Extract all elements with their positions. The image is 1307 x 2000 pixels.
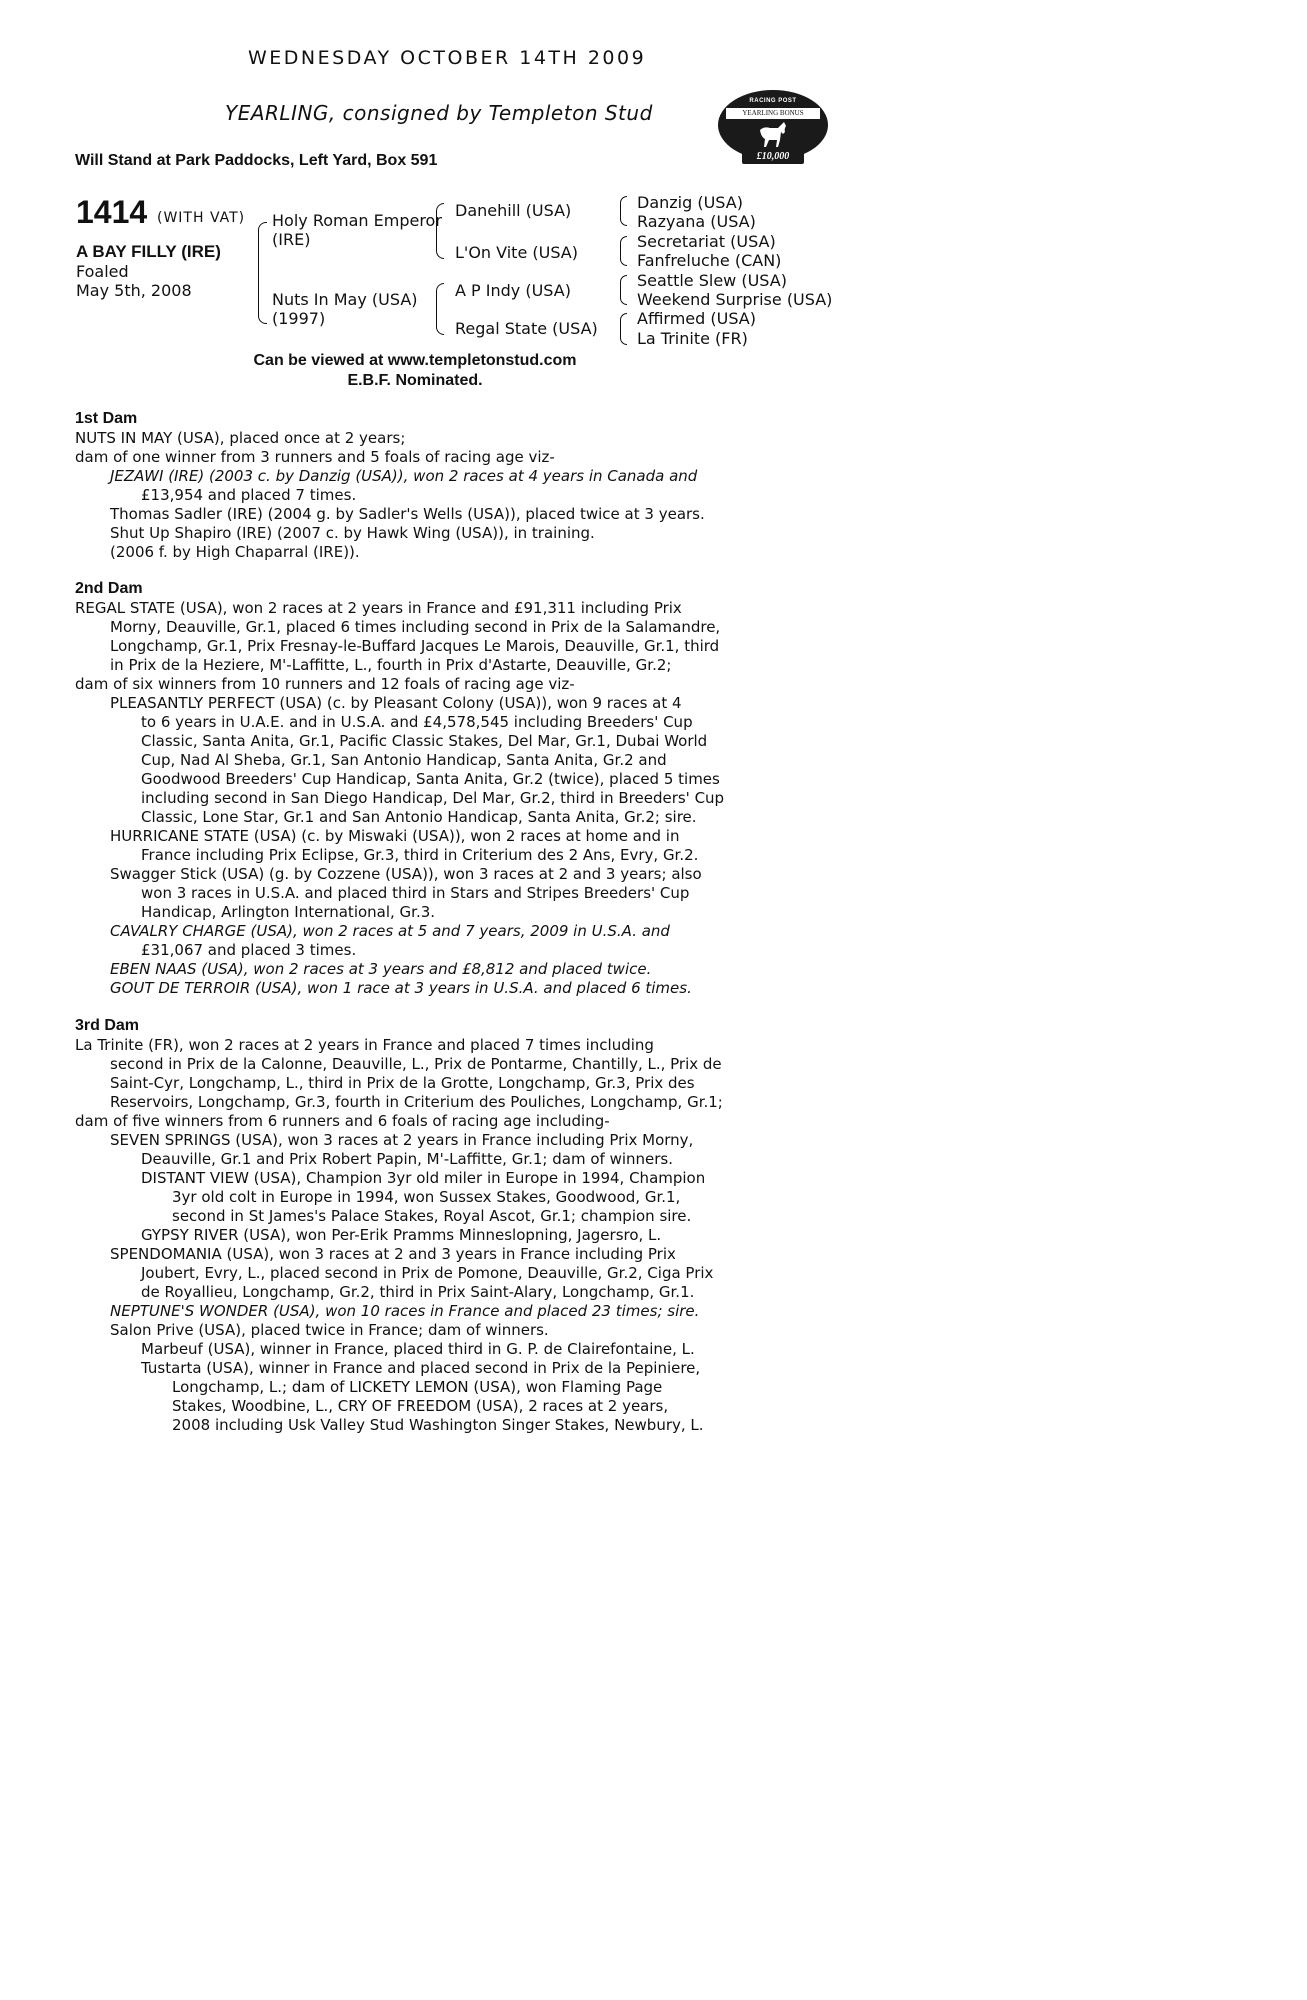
second-dam-line: GOUT DE TERROIR (USA), won 1 race at 3 years in U.S.A. and placed 6 times. bbox=[110, 979, 692, 997]
second-dam-line: including second in San Diego Handicap, Del Mar, Gr.2, third in Breeders' Cup bbox=[141, 789, 725, 807]
third-dam-line: SEVEN SPRINGS (USA), won 3 races at 2 years in France including Prix Morny, bbox=[110, 1131, 694, 1149]
second-dam-line: Morny, Deauville, Gr.1, placed 6 times including second in Prix de la Salamandre, bbox=[110, 618, 721, 636]
third-dam-line: Marbeuf (USA), winner in France, placed third in G. P. de Clairefontaine, L. bbox=[141, 1340, 695, 1358]
third-dam-line: Reservoirs, Longchamp, Gr.3, fourth in Criterium des Pouliches, Longchamp, Gr.1; bbox=[110, 1093, 723, 1111]
third-dam-line: Salon Prive (USA), placed twice in France; dam of winners. bbox=[110, 1321, 549, 1339]
third-dam-heading: 3rd Dam bbox=[75, 1017, 140, 1034]
third-dam-line: Tustarta (USA), winner in France and placed second in Prix de la Pepiniere, bbox=[141, 1359, 701, 1377]
second-dam-line: Swagger Stick (USA) (g. by Cozzene (USA)), won 3 races at 2 and 3 years; also bbox=[110, 865, 702, 883]
lot-number: 1414 bbox=[76, 194, 148, 230]
ped-dss: Seattle Slew (USA) bbox=[637, 271, 787, 290]
stand-location: Will Stand at Park Paddocks, Left Yard, Box 591 bbox=[75, 152, 438, 169]
second-dam-line: PLEASANTLY PERFECT (USA) (c. by Pleasant Colony (USA)), won 9 races at 4 bbox=[110, 694, 682, 712]
second-dam-line: France including Prix Eclipse, Gr.3, third in Criterium des 2 Ans, Evry, Gr.2. bbox=[141, 846, 699, 864]
badge-amount: £10,000 bbox=[742, 150, 804, 164]
badge-middle-text: YEARLING BONUS bbox=[726, 108, 820, 119]
vat-note: (WITH VAT) bbox=[157, 210, 246, 226]
third-dam-line: DISTANT VIEW (USA), Champion 3yr old miler in Europe in 1994, Champion bbox=[141, 1169, 706, 1187]
second-dam-line: dam of six winners from 10 runners and 12 foals of racing age viz- bbox=[75, 675, 575, 693]
first-dam-line: £13,954 and placed 7 times. bbox=[141, 486, 357, 504]
third-dam-line: second in St James's Palace Stakes, Royal Ascot, Gr.1; champion sire. bbox=[172, 1207, 692, 1225]
sire-sire: Danehill (USA) bbox=[455, 201, 572, 220]
ped-dsd: Weekend Surprise (USA) bbox=[637, 290, 833, 309]
dam-dam: Regal State (USA) bbox=[455, 319, 598, 338]
second-dam-line: £31,067 and placed 3 times. bbox=[141, 941, 357, 959]
third-dam-line: Longchamp, L.; dam of LICKETY LEMON (USA), won Flaming Page bbox=[172, 1378, 663, 1396]
third-dam-line: Stakes, Woodbine, L., CRY OF FREEDOM (USA), 2 races at 2 years, bbox=[172, 1397, 669, 1415]
foaled-date: May 5th, 2008 bbox=[76, 281, 192, 300]
foaled-label: Foaled bbox=[76, 262, 129, 281]
ped-sss: Danzig (USA) bbox=[637, 193, 743, 212]
third-dam-line: NEPTUNE'S WONDER (USA), won 10 races in France and placed 23 times; sire. bbox=[110, 1302, 700, 1320]
horse-icon bbox=[754, 120, 792, 148]
second-dam-line: CAVALRY CHARGE (USA), won 2 races at 5 and 7 years, 2009 in U.S.A. and bbox=[110, 922, 670, 940]
second-dam-line: Goodwood Breeders' Cup Handicap, Santa Anita, Gr.2 (twice), placed 5 times bbox=[141, 770, 720, 788]
third-dam-line: GYPSY RIVER (USA), won Per-Erik Pramms Minneslopning, Jagersro, L. bbox=[141, 1226, 662, 1244]
pedigree-brace-3d bbox=[620, 313, 627, 345]
viewing-note: Can be viewed at www.templetonstud.com bbox=[253, 352, 577, 369]
yearling-bonus-badge bbox=[718, 90, 828, 168]
horse-name: A BAY FILLY (IRE) bbox=[76, 242, 221, 261]
second-dam-line: HURRICANE STATE (USA) (c. by Miswaki (USA)), won 2 races at home and in bbox=[110, 827, 680, 845]
second-dam-line: Longchamp, Gr.1, Prix Fresnay-le-Buffard Jacques Le Marois, Deauville, Gr.1, third bbox=[110, 637, 720, 655]
second-dam-line: EBEN NAAS (USA), won 2 races at 3 years and £8,812 and placed twice. bbox=[110, 960, 652, 978]
third-dam-line: SPENDOMANIA (USA), won 3 races at 2 and 3 years in France including Prix bbox=[110, 1245, 676, 1263]
first-dam-line: (2006 f. by High Chaparral (IRE)). bbox=[110, 543, 360, 561]
ped-dds: Affirmed (USA) bbox=[637, 309, 756, 328]
pedigree-brace-main bbox=[258, 222, 267, 324]
third-dam-line: second in Prix de la Calonne, Deauville, L., Prix de Pontarme, Chantilly, L., Prix de bbox=[110, 1055, 722, 1073]
ped-ddd: La Trinite (FR) bbox=[637, 329, 748, 348]
second-dam-line: Classic, Lone Star, Gr.1 and San Antonio Handicap, Santa Anita, Gr.2; sire. bbox=[141, 808, 697, 826]
second-dam-heading: 2nd Dam bbox=[75, 580, 143, 597]
dam-year: (1997) bbox=[272, 309, 326, 328]
pedigree-brace-3a bbox=[620, 196, 627, 226]
badge-top-text: RACING POST bbox=[749, 98, 797, 104]
sale-date: WEDNESDAY OCTOBER 14TH 2009 bbox=[248, 47, 647, 69]
third-dam-line: 2008 including Usk Valley Stud Washington Singer Stakes, Newbury, L. bbox=[172, 1416, 704, 1434]
first-dam-line: Thomas Sadler (IRE) (2004 g. by Sadler's Wells (USA)), placed twice at 3 years. bbox=[110, 505, 705, 523]
third-dam-line: Saint-Cyr, Longchamp, L., third in Prix de la Grotte, Longchamp, Gr.3, Prix des bbox=[110, 1074, 695, 1092]
second-dam-line: Cup, Nad Al Sheba, Gr.1, San Antonio Handicap, Santa Anita, Gr.2 and bbox=[141, 751, 667, 769]
second-dam-line: Classic, Santa Anita, Gr.1, Pacific Classic Stakes, Del Mar, Gr.1, Dubai World bbox=[141, 732, 708, 750]
consignment-line: YEARLING, consigned by Templeton Stud bbox=[225, 101, 653, 125]
first-dam-line: JEZAWI (IRE) (2003 c. by Danzig (USA)), won 2 races at 4 years in Canada and bbox=[110, 467, 698, 485]
first-dam-line: dam of one winner from 3 runners and 5 foals of racing age viz- bbox=[75, 448, 555, 466]
third-dam-line: de Royallieu, Longchamp, Gr.2, third in Prix Saint-Alary, Longchamp, Gr.1. bbox=[141, 1283, 695, 1301]
first-dam-line: Shut Up Shapiro (IRE) (2007 c. by Hawk Wing (USA)), in training. bbox=[110, 524, 595, 542]
sire-name: Holy Roman Emperor bbox=[272, 211, 442, 230]
third-dam-line: dam of five winners from 6 runners and 6 foals of racing age including- bbox=[75, 1112, 610, 1130]
second-dam-line: in Prix de la Heziere, M'-Laffitte, L., fourth in Prix d'Astarte, Deauville, Gr.2; bbox=[110, 656, 672, 674]
third-dam-line: Joubert, Evry, L., placed second in Prix de Pomone, Deauville, Gr.2, Ciga Prix bbox=[141, 1264, 714, 1282]
sire-dam: L'On Vite (USA) bbox=[455, 243, 578, 262]
ped-ssd: Razyana (USA) bbox=[637, 212, 756, 231]
dam-name: Nuts In May (USA) bbox=[272, 290, 418, 309]
sire-country: (IRE) bbox=[272, 230, 311, 249]
pedigree-brace-3c bbox=[620, 275, 627, 305]
second-dam-line: Handicap, Arlington International, Gr.3. bbox=[141, 903, 436, 921]
dam-sire: A P Indy (USA) bbox=[455, 281, 571, 300]
third-dam-line: Deauville, Gr.1 and Prix Robert Papin, M'-Laffitte, Gr.1; dam of winners. bbox=[141, 1150, 674, 1168]
third-dam-line: 3yr old colt in Europe in 1994, won Sussex Stakes, Goodwood, Gr.1, bbox=[172, 1188, 681, 1206]
pedigree-brace-dam bbox=[436, 283, 444, 335]
third-dam-line: La Trinite (FR), won 2 races at 2 years in France and placed 7 times including bbox=[75, 1036, 654, 1054]
first-dam-line: NUTS IN MAY (USA), placed once at 2 years; bbox=[75, 429, 406, 447]
ped-sds: Secretariat (USA) bbox=[637, 232, 776, 251]
first-dam-heading: 1st Dam bbox=[75, 410, 138, 427]
second-dam-line: REGAL STATE (USA), won 2 races at 2 years in France and £91,311 including Prix bbox=[75, 599, 682, 617]
second-dam-line: won 3 races in U.S.A. and placed third in Stars and Stripes Breeders' Cup bbox=[141, 884, 690, 902]
pedigree-brace-sire bbox=[436, 203, 444, 259]
ped-sdd: Fanfreluche (CAN) bbox=[637, 251, 782, 270]
ebf-note: E.B.F. Nominated. bbox=[347, 372, 483, 389]
pedigree-brace-3b bbox=[620, 236, 627, 266]
second-dam-line: to 6 years in U.A.E. and in U.S.A. and £4,578,545 including Breeders' Cup bbox=[141, 713, 693, 731]
